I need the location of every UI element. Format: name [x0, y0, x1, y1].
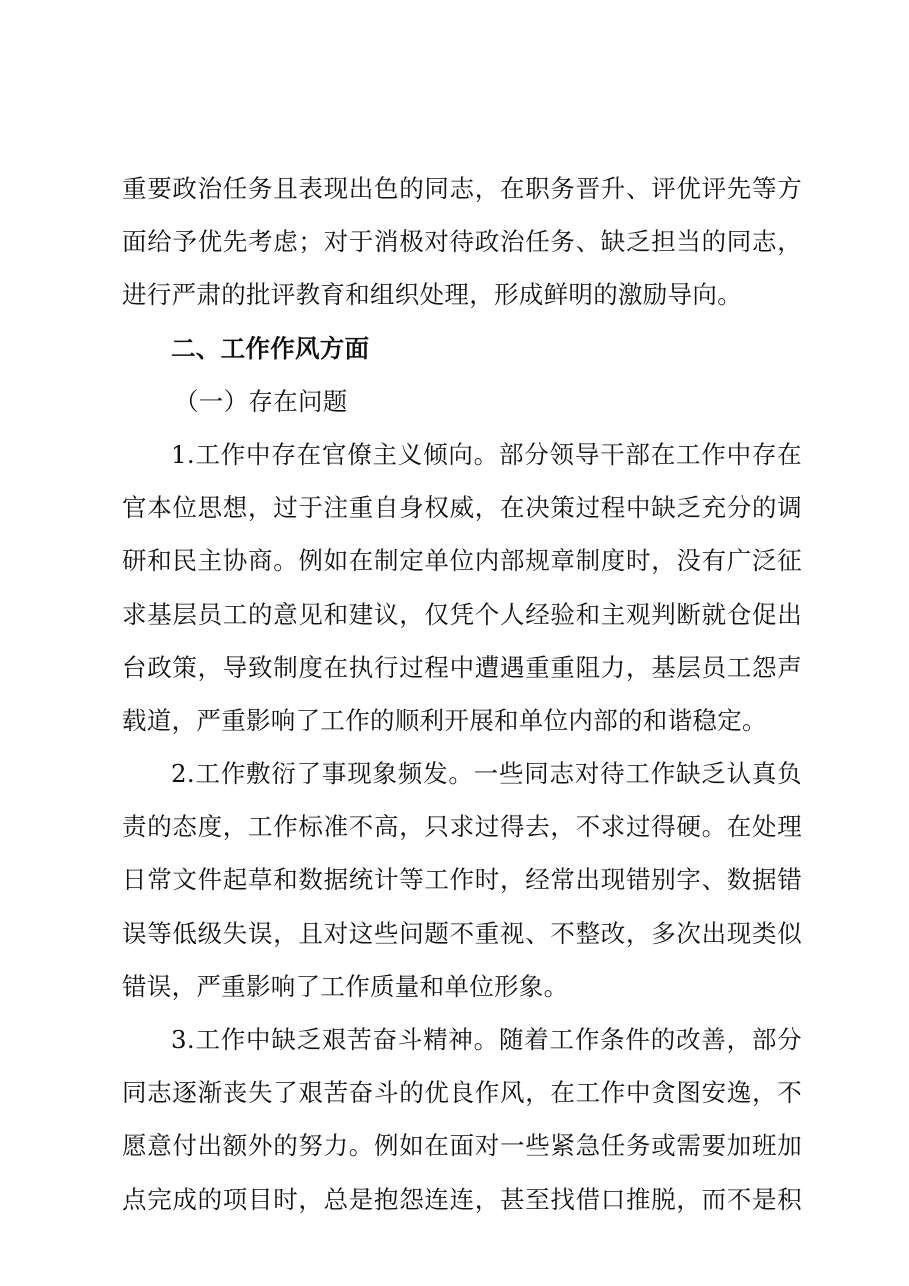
paragraph-line: 日常文件起草和数据统计等工作时，经常出现错别字、数据错: [122, 865, 802, 895]
paragraph-line: 官本位思想，过于注重自身权威，在决策过程中缺乏充分的调: [122, 493, 802, 523]
paragraph-line: 同志逐渐丧失了艰苦奋斗的优良作风，在工作中贪图安逸，不: [122, 1078, 802, 1108]
paragraph-line: 1.工作中存在官僚主义倾向。部分领导干部在工作中存在: [171, 439, 802, 469]
document-body: [122, 162, 802, 1226]
paragraph-line: 载道，严重影响了工作的顺利开展和单位内部的和谐稳定。: [122, 705, 767, 735]
paragraph-line: 误等低级失误，且对这些问题不重视、不整改，多次出现类似: [122, 918, 802, 948]
paragraph-line: 研和民主协商。例如在制定单位内部规章制度时，没有广泛征: [122, 546, 802, 576]
text-line: 面给予优先考虑；对于消极对待政治任务、缺乏担当的同志，: [122, 227, 802, 257]
paragraph-line: 错误，严重影响了工作质量和单位形象。: [122, 971, 569, 1001]
paragraph-line: 台政策，导致制度在执行过程中遭遇重重阻力，基层员工怨声: [122, 652, 802, 682]
subsection-heading: （一）存在问题: [174, 386, 348, 416]
text-line: 重要政治任务且表现出色的同志，在职务晋升、评优评先等方: [122, 174, 802, 203]
section-heading: 二、工作作风方面: [171, 333, 370, 363]
text-line: 进行严肃的批评教育和组织处理，形成鲜明的激励导向。: [122, 280, 742, 310]
paragraph-line: 求基层员工的意见和建议，仅凭个人经验和主观判断就仓促出: [122, 599, 802, 629]
paragraph-line: 2.工作敷衍了事现象频发。一些同志对待工作缺乏认真负: [171, 759, 802, 789]
paragraph-line: 点完成的项目时，总是抱怨连连，甚至找借口推脱，而不是积: [122, 1184, 802, 1214]
paragraph-line: 愿意付出额外的努力。例如在面对一些紧急任务或需要加班加: [122, 1131, 802, 1161]
paragraph-line: 责的态度，工作标准不高，只求过得去，不求过得硬。在处理: [122, 812, 802, 842]
paragraph-line: 3.工作中缺乏艰苦奋斗精神。随着工作条件的改善，部分: [171, 1025, 802, 1054]
